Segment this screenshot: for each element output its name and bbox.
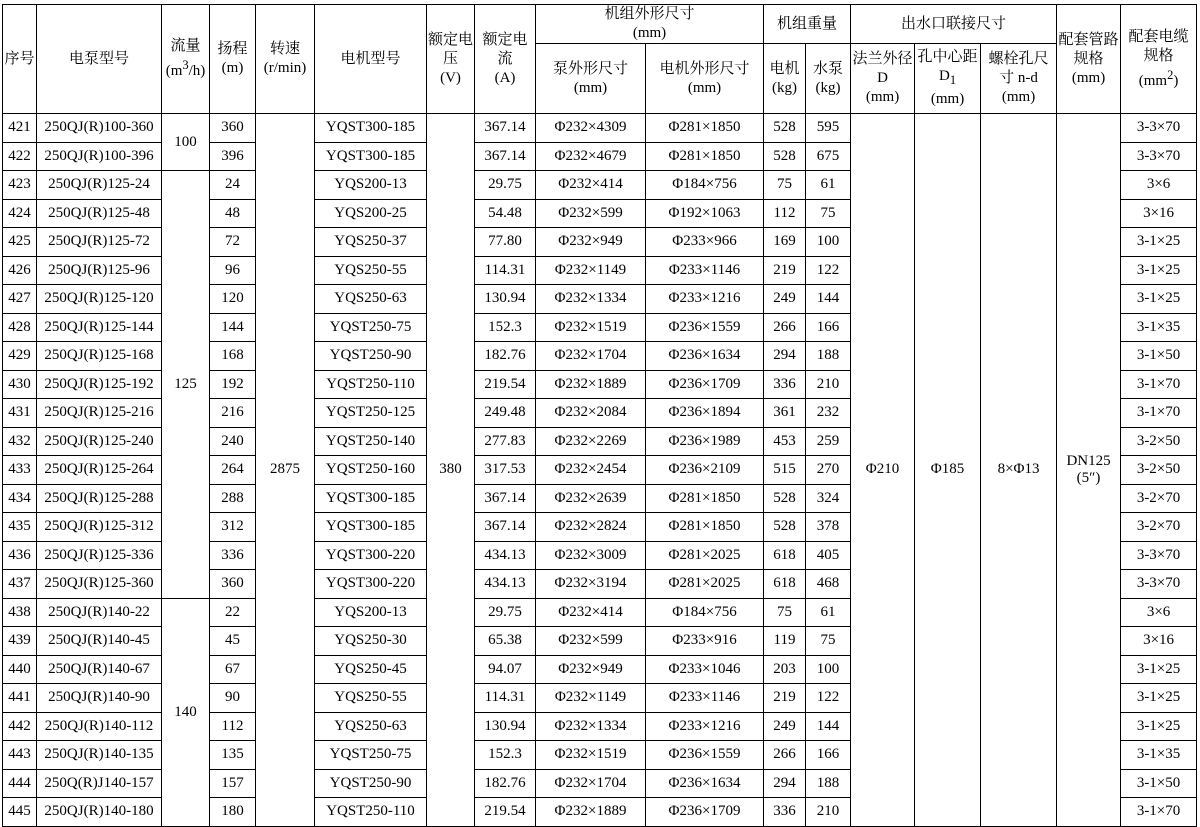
row-current: 77.80 bbox=[475, 228, 536, 257]
row-head: 168 bbox=[210, 342, 256, 371]
row-pump-dim: Φ232×1149 bbox=[536, 256, 646, 285]
row-motor-model: YQST250-140 bbox=[315, 427, 427, 456]
row-pump-weight: 259 bbox=[806, 427, 851, 456]
row-head: 144 bbox=[210, 313, 256, 342]
row-motor-model: YQS250-63 bbox=[315, 285, 427, 314]
pump-spec-table bbox=[2, 4, 1197, 827]
flow-cell: 140 bbox=[162, 598, 210, 826]
row-pump-weight: 61 bbox=[806, 598, 851, 627]
header-dimensions: 机组外形尺寸 (mm) bbox=[536, 5, 764, 44]
row-pump-weight: 324 bbox=[806, 484, 851, 513]
row-cable: 3-3×70 bbox=[1121, 570, 1197, 599]
row-current: 219.54 bbox=[475, 798, 536, 827]
row-motor-dim: Φ281×1850 bbox=[646, 114, 764, 143]
row-model: 250QJ(R)140-22 bbox=[37, 598, 162, 627]
row-head: 192 bbox=[210, 370, 256, 399]
pipe-size-inch: (5″) bbox=[1076, 469, 1101, 486]
row-index: 431 bbox=[3, 399, 37, 428]
row-motor-model: YQS250-63 bbox=[315, 712, 427, 741]
row-motor-dim: Φ184×756 bbox=[646, 598, 764, 627]
row-pump-weight: 188 bbox=[806, 342, 851, 371]
row-pump-dim: Φ232×1334 bbox=[536, 285, 646, 314]
row-pump-dim: Φ232×3009 bbox=[536, 541, 646, 570]
row-head: 360 bbox=[210, 570, 256, 599]
row-motor-dim: Φ236×1989 bbox=[646, 427, 764, 456]
row-current: 29.75 bbox=[475, 171, 536, 200]
row-motor-dim: Φ184×756 bbox=[646, 171, 764, 200]
row-motor-model: YQST300-185 bbox=[315, 513, 427, 542]
header-current: 额定电流 (A) bbox=[475, 5, 536, 114]
row-pump-weight: 270 bbox=[806, 456, 851, 485]
row-motor-weight: 169 bbox=[764, 228, 806, 257]
row-head: 180 bbox=[210, 798, 256, 827]
row-motor-model: YQST300-185 bbox=[315, 114, 427, 143]
row-index: 433 bbox=[3, 456, 37, 485]
row-pump-dim: Φ232×2824 bbox=[536, 513, 646, 542]
row-head: 157 bbox=[210, 769, 256, 798]
row-head: 240 bbox=[210, 427, 256, 456]
row-motor-dim: Φ233×1216 bbox=[646, 285, 764, 314]
row-pump-dim: Φ232×1334 bbox=[536, 712, 646, 741]
header-pump-weight: 水泵 (kg) bbox=[806, 44, 851, 114]
header-bolt: 螺栓孔尺寸 n-d (mm) bbox=[981, 44, 1057, 114]
row-model: 250QJ(R)125-96 bbox=[37, 256, 162, 285]
row-motor-weight: 528 bbox=[764, 142, 806, 171]
row-current: 54.48 bbox=[475, 199, 536, 228]
row-pump-dim: Φ232×1519 bbox=[536, 313, 646, 342]
row-cable: 3-1×25 bbox=[1121, 655, 1197, 684]
bolt-cell: 8×Φ13 bbox=[981, 114, 1057, 827]
row-cable: 3-3×70 bbox=[1121, 142, 1197, 171]
row-cable: 3-1×50 bbox=[1121, 769, 1197, 798]
row-head: 72 bbox=[210, 228, 256, 257]
row-pump-weight: 144 bbox=[806, 285, 851, 314]
row-cable: 3-1×70 bbox=[1121, 798, 1197, 827]
row-pump-dim: Φ232×599 bbox=[536, 627, 646, 656]
row-index: 438 bbox=[3, 598, 37, 627]
row-cable: 3-1×70 bbox=[1121, 370, 1197, 399]
row-index: 441 bbox=[3, 684, 37, 713]
row-pump-weight: 232 bbox=[806, 399, 851, 428]
row-index: 435 bbox=[3, 513, 37, 542]
row-model: 250QJ(R)125-144 bbox=[37, 313, 162, 342]
row-cable: 3×16 bbox=[1121, 199, 1197, 228]
row-cable: 3×6 bbox=[1121, 598, 1197, 627]
table-body bbox=[3, 114, 1197, 827]
header-index: 序号 bbox=[3, 5, 37, 114]
row-motor-dim: Φ192×1063 bbox=[646, 199, 764, 228]
row-model: 250QJ(R)125-24 bbox=[37, 171, 162, 200]
row-cable: 3-1×25 bbox=[1121, 256, 1197, 285]
row-current: 367.14 bbox=[475, 513, 536, 542]
row-pump-weight: 100 bbox=[806, 655, 851, 684]
row-motor-dim: Φ233×1046 bbox=[646, 655, 764, 684]
row-pump-weight: 75 bbox=[806, 627, 851, 656]
row-pump-weight: 595 bbox=[806, 114, 851, 143]
row-motor-weight: 75 bbox=[764, 598, 806, 627]
row-motor-dim: Φ236×1634 bbox=[646, 769, 764, 798]
header-pipe: 配套管路规格 (mm) bbox=[1057, 5, 1121, 114]
row-index: 423 bbox=[3, 171, 37, 200]
row-index: 421 bbox=[3, 114, 37, 143]
row-pump-weight: 675 bbox=[806, 142, 851, 171]
row-current: 434.13 bbox=[475, 541, 536, 570]
pipe-cell bbox=[1057, 114, 1121, 827]
row-motor-weight: 528 bbox=[764, 484, 806, 513]
row-current: 114.31 bbox=[475, 256, 536, 285]
row-current: 130.94 bbox=[475, 285, 536, 314]
row-motor-dim: Φ233×1146 bbox=[646, 256, 764, 285]
row-index: 426 bbox=[3, 256, 37, 285]
row-motor-dim: Φ236×1559 bbox=[646, 741, 764, 770]
row-pump-dim: Φ232×1149 bbox=[536, 684, 646, 713]
header-flow: 流量 $(m^3/h)$ bbox=[162, 5, 210, 114]
row-motor-model: YQS200-25 bbox=[315, 199, 427, 228]
row-pump-dim: Φ232×414 bbox=[536, 598, 646, 627]
row-motor-weight: 528 bbox=[764, 513, 806, 542]
row-motor-dim: Φ236×1559 bbox=[646, 313, 764, 342]
row-current: 130.94 bbox=[475, 712, 536, 741]
row-head: 336 bbox=[210, 541, 256, 570]
row-pump-dim: Φ232×2084 bbox=[536, 399, 646, 428]
row-index: 443 bbox=[3, 741, 37, 770]
row-pump-dim: Φ232×949 bbox=[536, 655, 646, 684]
row-motor-weight: 528 bbox=[764, 114, 806, 143]
header-flange: 法兰外径 D (mm) bbox=[851, 44, 915, 114]
row-pump-dim: Φ232×414 bbox=[536, 171, 646, 200]
row-model: 250QJ(R)125-120 bbox=[37, 285, 162, 314]
header-hole-distance: 孔中心距 $D_1$ (mm) bbox=[915, 44, 981, 114]
row-model: 250QJ(R)140-67 bbox=[37, 655, 162, 684]
row-pump-weight: 144 bbox=[806, 712, 851, 741]
row-motor-weight: 618 bbox=[764, 570, 806, 599]
row-cable: 3-1×35 bbox=[1121, 313, 1197, 342]
row-current: 249.48 bbox=[475, 399, 536, 428]
row-motor-model: YQS250-30 bbox=[315, 627, 427, 656]
header-cable: 配套电缆规格 $(mm^2)$ bbox=[1121, 5, 1197, 114]
row-pump-weight: 75 bbox=[806, 199, 851, 228]
row-pump-dim: Φ232×2454 bbox=[536, 456, 646, 485]
speed-cell: 2875 bbox=[256, 114, 315, 827]
row-motor-model: YQST250-90 bbox=[315, 342, 427, 371]
row-motor-model: YQST300-185 bbox=[315, 484, 427, 513]
row-motor-model: YQST250-125 bbox=[315, 399, 427, 428]
row-index: 429 bbox=[3, 342, 37, 371]
row-pump-dim: Φ232×4309 bbox=[536, 114, 646, 143]
row-pump-dim: Φ232×1889 bbox=[536, 370, 646, 399]
row-cable: 3×6 bbox=[1121, 171, 1197, 200]
row-index: 444 bbox=[3, 769, 37, 798]
row-pump-dim: Φ232×4679 bbox=[536, 142, 646, 171]
row-model: 250QJ(R)125-72 bbox=[37, 228, 162, 257]
row-pump-dim: Φ232×3194 bbox=[536, 570, 646, 599]
row-motor-model: YQST300-220 bbox=[315, 541, 427, 570]
row-head: 90 bbox=[210, 684, 256, 713]
row-model: 250QJ(R)125-264 bbox=[37, 456, 162, 485]
row-pump-weight: 210 bbox=[806, 798, 851, 827]
row-current: 367.14 bbox=[475, 114, 536, 143]
row-motor-weight: 618 bbox=[764, 541, 806, 570]
row-motor-weight: 75 bbox=[764, 171, 806, 200]
row-motor-model: YQS200-13 bbox=[315, 171, 427, 200]
row-current: 152.3 bbox=[475, 741, 536, 770]
row-model: 250QJ(R)140-180 bbox=[37, 798, 162, 827]
row-motor-weight: 336 bbox=[764, 798, 806, 827]
row-motor-weight: 515 bbox=[764, 456, 806, 485]
row-pump-weight: 166 bbox=[806, 741, 851, 770]
row-cable: 3-1×25 bbox=[1121, 684, 1197, 713]
row-cable: 3-1×25 bbox=[1121, 285, 1197, 314]
row-current: 219.54 bbox=[475, 370, 536, 399]
row-motor-model: YQST250-90 bbox=[315, 769, 427, 798]
header-weight: 机组重量 bbox=[764, 5, 851, 44]
row-motor-dim: Φ281×1850 bbox=[646, 142, 764, 171]
row-motor-model: YQST300-220 bbox=[315, 570, 427, 599]
row-pump-dim: Φ232×1704 bbox=[536, 769, 646, 798]
flow-cell: 125 bbox=[162, 171, 210, 599]
header-motor-dim: 电机外形尺寸 (mm) bbox=[646, 44, 764, 114]
row-motor-weight: 294 bbox=[764, 342, 806, 371]
row-motor-model: YQS200-13 bbox=[315, 598, 427, 627]
row-index: 437 bbox=[3, 570, 37, 599]
header-head: 扬程 (m) bbox=[210, 5, 256, 114]
row-motor-dim: Φ281×1850 bbox=[646, 513, 764, 542]
row-motor-model: YQST250-75 bbox=[315, 313, 427, 342]
row-head: 288 bbox=[210, 484, 256, 513]
header-outlet: 出水口联接尺寸 bbox=[851, 5, 1057, 44]
row-pump-dim: Φ232×599 bbox=[536, 199, 646, 228]
row-cable: 3-2×70 bbox=[1121, 484, 1197, 513]
row-head: 22 bbox=[210, 598, 256, 627]
row-cable: 3-1×50 bbox=[1121, 342, 1197, 371]
row-model: 250Q(R)J140-157 bbox=[37, 769, 162, 798]
row-current: 434.13 bbox=[475, 570, 536, 599]
row-index: 442 bbox=[3, 712, 37, 741]
row-pump-weight: 468 bbox=[806, 570, 851, 599]
header-voltage: 额定电压 (V) bbox=[427, 5, 475, 114]
row-model: 250QJ(R)100-360 bbox=[37, 114, 162, 143]
row-model: 250QJ(R)100-396 bbox=[37, 142, 162, 171]
row-head: 264 bbox=[210, 456, 256, 485]
row-head: 48 bbox=[210, 199, 256, 228]
row-head: 112 bbox=[210, 712, 256, 741]
row-head: 24 bbox=[210, 171, 256, 200]
row-motor-dim: Φ281×2025 bbox=[646, 570, 764, 599]
row-index: 434 bbox=[3, 484, 37, 513]
row-current: 367.14 bbox=[475, 484, 536, 513]
row-motor-model: YQST250-160 bbox=[315, 456, 427, 485]
row-index: 427 bbox=[3, 285, 37, 314]
row-head: 96 bbox=[210, 256, 256, 285]
row-motor-weight: 266 bbox=[764, 741, 806, 770]
row-model: 250QJ(R)140-45 bbox=[37, 627, 162, 656]
flange-cell: Φ210 bbox=[851, 114, 915, 827]
row-cable: 3-1×35 bbox=[1121, 741, 1197, 770]
row-motor-weight: 119 bbox=[764, 627, 806, 656]
row-head: 360 bbox=[210, 114, 256, 143]
row-pump-weight: 188 bbox=[806, 769, 851, 798]
hole-distance-cell: Φ185 bbox=[915, 114, 981, 827]
row-motor-model: YQST250-110 bbox=[315, 798, 427, 827]
row-current: 182.76 bbox=[475, 342, 536, 371]
pipe-size: DN125 bbox=[1066, 452, 1111, 469]
row-cable: 3×16 bbox=[1121, 627, 1197, 656]
row-model: 250QJ(R)125-312 bbox=[37, 513, 162, 542]
row-pump-weight: 122 bbox=[806, 256, 851, 285]
row-head: 312 bbox=[210, 513, 256, 542]
row-motor-weight: 336 bbox=[764, 370, 806, 399]
row-cable: 3-2×50 bbox=[1121, 456, 1197, 485]
row-model: 250QJ(R)140-90 bbox=[37, 684, 162, 713]
row-motor-dim: Φ233×1216 bbox=[646, 712, 764, 741]
row-current: 317.53 bbox=[475, 456, 536, 485]
row-current: 277.83 bbox=[475, 427, 536, 456]
row-motor-weight: 203 bbox=[764, 655, 806, 684]
row-motor-model: YQS250-55 bbox=[315, 684, 427, 713]
row-motor-dim: Φ281×2025 bbox=[646, 541, 764, 570]
row-cable: 3-3×70 bbox=[1121, 114, 1197, 143]
row-head: 135 bbox=[210, 741, 256, 770]
row-motor-dim: Φ233×1146 bbox=[646, 684, 764, 713]
row-index: 430 bbox=[3, 370, 37, 399]
row-pump-weight: 166 bbox=[806, 313, 851, 342]
row-pump-weight: 210 bbox=[806, 370, 851, 399]
row-cable: 3-1×25 bbox=[1121, 712, 1197, 741]
row-model: 250QJ(R)125-168 bbox=[37, 342, 162, 371]
row-current: 94.07 bbox=[475, 655, 536, 684]
row-index: 425 bbox=[3, 228, 37, 257]
row-index: 428 bbox=[3, 313, 37, 342]
row-pump-weight: 122 bbox=[806, 684, 851, 713]
row-motor-dim: Φ233×966 bbox=[646, 228, 764, 257]
row-index: 439 bbox=[3, 627, 37, 656]
row-motor-dim: Φ236×1709 bbox=[646, 798, 764, 827]
row-motor-weight: 249 bbox=[764, 712, 806, 741]
row-current: 114.31 bbox=[475, 684, 536, 713]
row-motor-model: YQS250-37 bbox=[315, 228, 427, 257]
header-row-1 bbox=[3, 5, 1197, 44]
row-pump-dim: Φ232×949 bbox=[536, 228, 646, 257]
row-current: 65.38 bbox=[475, 627, 536, 656]
row-head: 216 bbox=[210, 399, 256, 428]
row-pump-dim: Φ232×2269 bbox=[536, 427, 646, 456]
row-model: 250QJ(R)125-360 bbox=[37, 570, 162, 599]
row-cable: 3-1×25 bbox=[1121, 228, 1197, 257]
row-pump-weight: 61 bbox=[806, 171, 851, 200]
header-motor-weight: 电机 (kg) bbox=[764, 44, 806, 114]
row-motor-weight: 249 bbox=[764, 285, 806, 314]
row-motor-weight: 361 bbox=[764, 399, 806, 428]
row-motor-dim: Φ281×1850 bbox=[646, 484, 764, 513]
row-motor-model: YQS250-55 bbox=[315, 256, 427, 285]
row-index: 440 bbox=[3, 655, 37, 684]
row-cable: 3-2×70 bbox=[1121, 513, 1197, 542]
row-pump-weight: 100 bbox=[806, 228, 851, 257]
header-pump-dim: 泵外形尺寸 (mm) bbox=[536, 44, 646, 114]
row-motor-model: YQST250-75 bbox=[315, 741, 427, 770]
row-motor-model: YQST250-110 bbox=[315, 370, 427, 399]
row-current: 152.3 bbox=[475, 313, 536, 342]
row-motor-dim: Φ233×916 bbox=[646, 627, 764, 656]
row-pump-dim: Φ232×1889 bbox=[536, 798, 646, 827]
row-cable: 3-1×70 bbox=[1121, 399, 1197, 428]
row-pump-dim: Φ232×1704 bbox=[536, 342, 646, 371]
row-head: 120 bbox=[210, 285, 256, 314]
row-model: 250QJ(R)140-112 bbox=[37, 712, 162, 741]
row-model: 250QJ(R)125-336 bbox=[37, 541, 162, 570]
row-motor-dim: Φ236×1894 bbox=[646, 399, 764, 428]
row-pump-weight: 378 bbox=[806, 513, 851, 542]
row-index: 424 bbox=[3, 199, 37, 228]
row-motor-weight: 112 bbox=[764, 199, 806, 228]
row-model: 250QJ(R)125-288 bbox=[37, 484, 162, 513]
header-speed: 转速 (r/min) bbox=[256, 5, 315, 114]
row-model: 250QJ(R)125-216 bbox=[37, 399, 162, 428]
row-current: 182.76 bbox=[475, 769, 536, 798]
table-row bbox=[3, 114, 1197, 143]
row-model: 250QJ(R)125-240 bbox=[37, 427, 162, 456]
row-pump-dim: Φ232×2639 bbox=[536, 484, 646, 513]
row-pump-weight: 405 bbox=[806, 541, 851, 570]
row-motor-dim: Φ236×2109 bbox=[646, 456, 764, 485]
row-index: 422 bbox=[3, 142, 37, 171]
header-motor-model: 电机型号 bbox=[315, 5, 427, 114]
row-index: 432 bbox=[3, 427, 37, 456]
row-motor-weight: 219 bbox=[764, 256, 806, 285]
row-model: 250QJ(R)125-48 bbox=[37, 199, 162, 228]
row-current: 29.75 bbox=[475, 598, 536, 627]
row-motor-model: YQS250-45 bbox=[315, 655, 427, 684]
row-motor-weight: 453 bbox=[764, 427, 806, 456]
row-model: 250QJ(R)125-192 bbox=[37, 370, 162, 399]
row-pump-dim: Φ232×1519 bbox=[536, 741, 646, 770]
row-head: 396 bbox=[210, 142, 256, 171]
voltage-cell: 380 bbox=[427, 114, 475, 827]
row-motor-weight: 294 bbox=[764, 769, 806, 798]
row-current: 367.14 bbox=[475, 142, 536, 171]
row-index: 445 bbox=[3, 798, 37, 827]
row-motor-weight: 219 bbox=[764, 684, 806, 713]
row-motor-weight: 266 bbox=[764, 313, 806, 342]
row-index: 436 bbox=[3, 541, 37, 570]
row-model: 250QJ(R)140-135 bbox=[37, 741, 162, 770]
row-cable: 3-3×70 bbox=[1121, 541, 1197, 570]
row-motor-dim: Φ236×1634 bbox=[646, 342, 764, 371]
row-cable: 3-2×50 bbox=[1121, 427, 1197, 456]
row-head: 45 bbox=[210, 627, 256, 656]
row-head: 67 bbox=[210, 655, 256, 684]
flow-cell: 100 bbox=[162, 114, 210, 171]
row-motor-dim: Φ236×1709 bbox=[646, 370, 764, 399]
header-model: 电泵型号 bbox=[37, 5, 162, 114]
row-motor-model: YQST300-185 bbox=[315, 142, 427, 171]
